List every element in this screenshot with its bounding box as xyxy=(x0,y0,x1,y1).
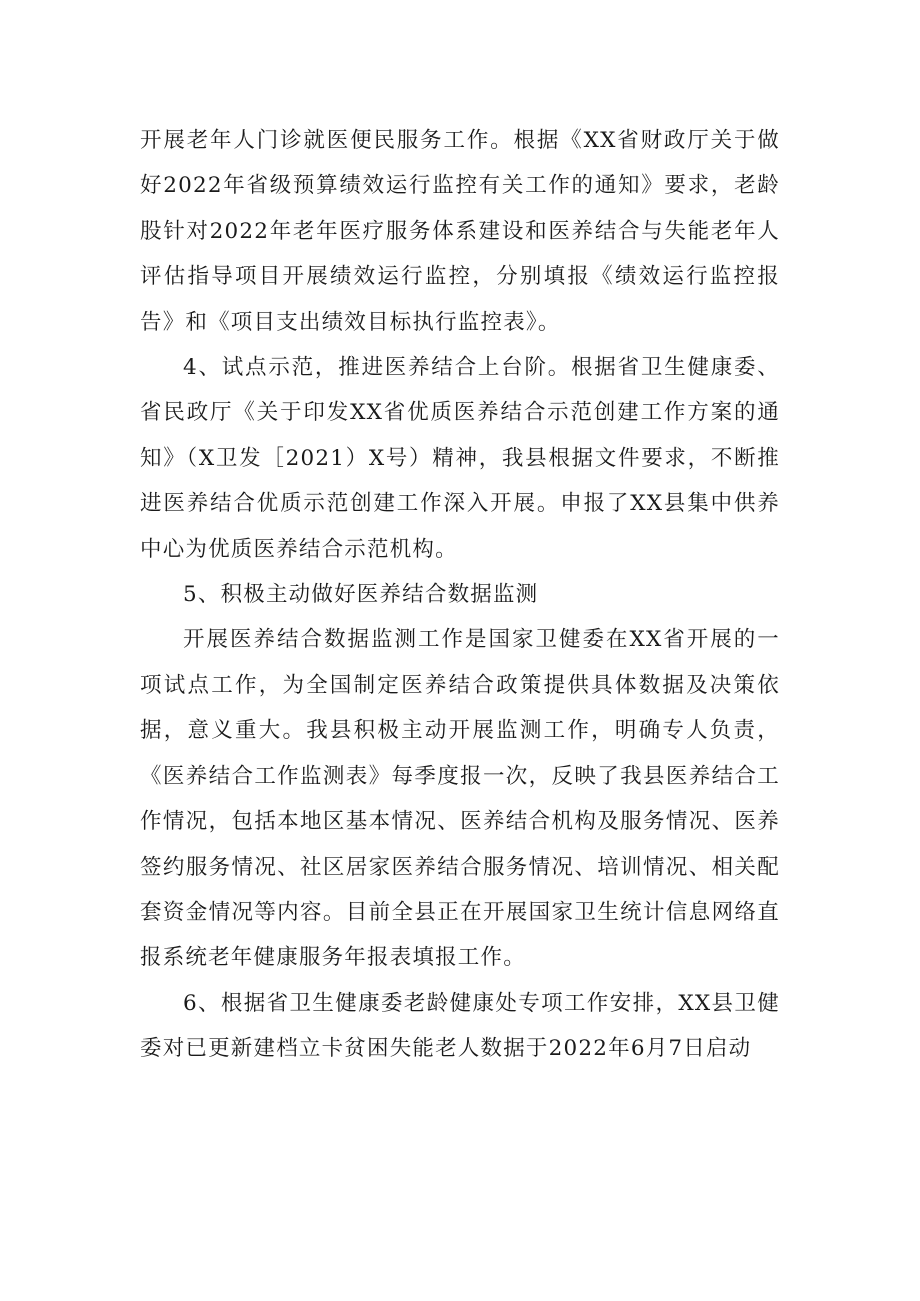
paragraph-4: 开展医养结合数据监测工作是国家卫健委在XX省开展的一项试点工作，为全国制定医养结合政策提供具体数据及决策依据，意义重大。我县积极主动开展监测工作，明确专人负责，《医养结合工作监测表》每季度报一次，反映了我县医养结合工作情况，包括本地区基本情况、医养结合机构及服务情况、医养签约服务情况、社区居家医养结合服务情况、培训情况、相关配套资金情况等内容。目前全县正在开展国家卫生统计信息网络直报系统老年健康服务年报表填报工作。 xyxy=(140,627,780,971)
paragraph-5: 6、根据省卫生健康委老龄健康处专项工作安排，XX县卫健委对已更新建档立卡贫困失能老人数据于2022年6月7日启动 xyxy=(140,990,780,1062)
document-body xyxy=(140,118,780,1072)
paragraph-1: 开展老年人门诊就医便民服务工作。根据《XX省财政厅关于做好2022年省级预算绩效运行监控有关工作的通知》要求，老龄股针对2022年老年医疗服务体系建设和医养结合与失能老年人评估指导项目开展绩效运行监控，分别填报《绩效运行监控报告》和《项目支出绩效目标执行监控表》。 xyxy=(140,128,780,335)
paragraph-3-heading: 5、积极主动做好医养结合数据监测 xyxy=(183,582,539,608)
paragraph-2: 4、试点示范，推进医养结合上台阶。根据省卫生健康委、省民政厅《关于印发XX省优质医养结合示范创建工作方案的通知》（X卫发［2021）X号）精神，我县根据文件要求，不断推进医养结合优质示范创建工作深入开展。申报了XX县集中供养中心为优质医养结合示范机构。 xyxy=(140,355,780,562)
